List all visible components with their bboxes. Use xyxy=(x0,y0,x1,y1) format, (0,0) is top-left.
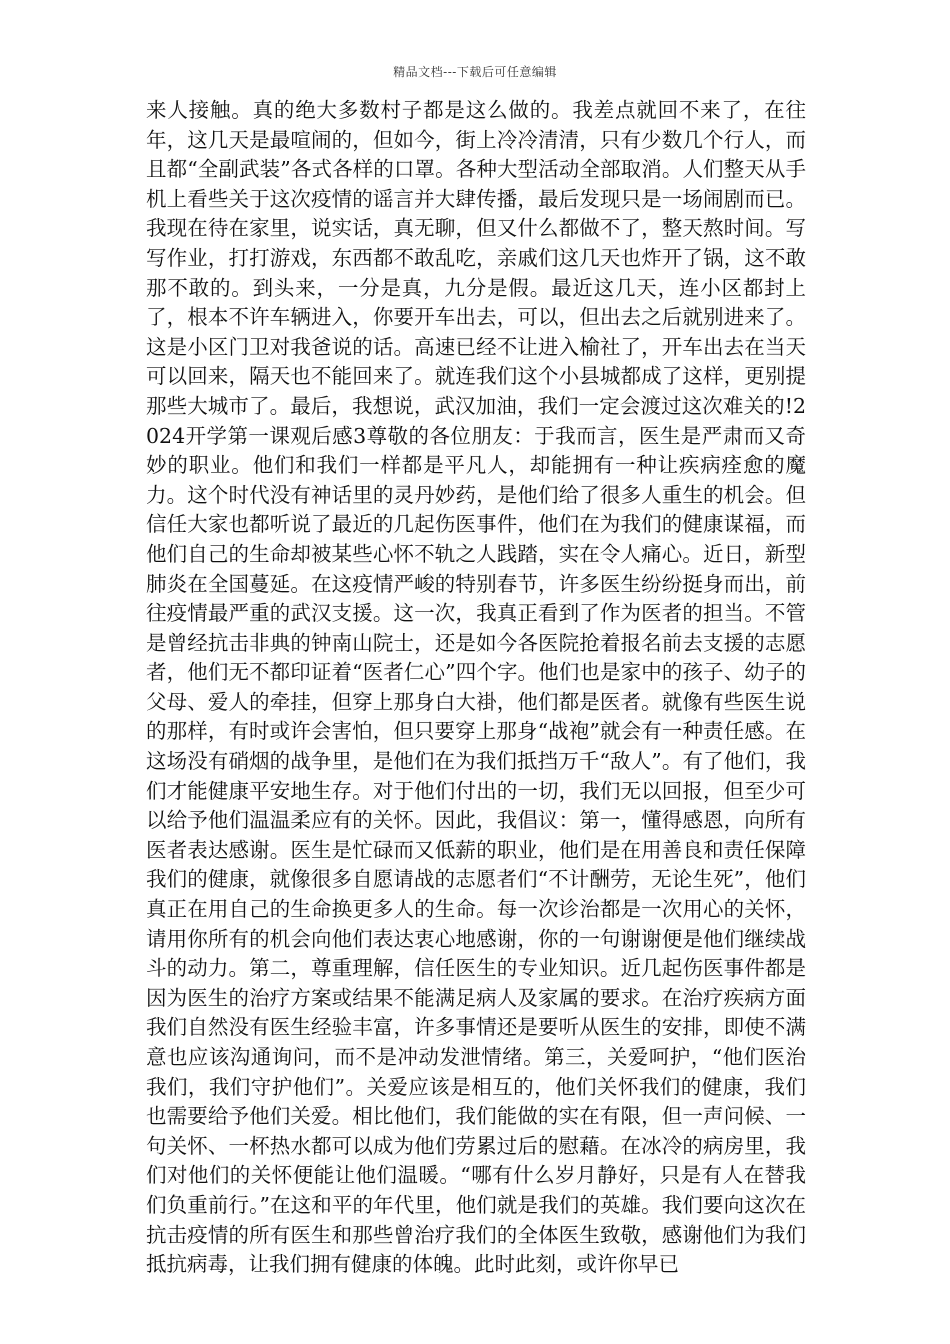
page-header: 精品文档---下载后可任意编辑 xyxy=(393,65,557,79)
body-paragraph: 来人接触。真的绝大多数村子都是这么做的。我差点就回不来了，在往年，这几天是最喧闹的，但如今，街上冷冷清清，只有少数几个行人，而且都“全副武装”各式各样的口罩。各种大型活动全部取消。人们整天从手机上看些关于这次疫情的谣言并大肆传播，最后发现只是一场闹剧而已。我现在待在家里，说实话，真无聊，但又什么都做不了，整天熬时间。写写作业，打打游戏，东西都不敢乱吃，亲戚们这几天也炸开了锅，这不敢那不敢的。到头来，一分是真，九分是假。最近这几天，连小区都封上了，根本不许车辆进入，你要开车出去，可以，但出去之后就别进来了。这是小区门卫对我爸说的话。高速已经不让进入榆社了，开车出去在当天可以回来，隔天也不能回来了。就连我们这个小县城都成了这样，更别提那些大城市了。最后，我想说，武汉加油，我们一定会渡过这次难关的!2024开学第一课观后感3尊敬的各位朋友：于我而言，医生是严肃而又奇妙的职业。他们和我们一样都是平凡人，却能拥有一种让疾病痊愈的魔力。这个时代没有神话里的灵丹妙药，是他们给了很多人重生的机会。但信任大家也都听说了最近的几起伤医事件，他们在为我们的健康谋福，而他们自己的生命却被某些心怀不轨之人践踏，实在令人痛心。近日，新型肺炎在全国蔓延。在这疫情严峻的特别春节，许多医生纷纷挺身而出，前往疫情最严重的武汉支援。这一次，我真正看到了作为医者的担当。不管是曾经抗击非典的钟南山院士，还是如今各医院抢着报名前去支援的志愿者，他们无不都印证着“医者仁心”四个字。他们也是家中的孩子、幼子的父母、爱人的牵挂，但穿上那身白大褂，他们都是医者。就像有些医生说的那样，有时或许会害怕，但只要穿上那身“战袍”就会有一种责任感。在这场没有硝烟的战争里，是他们在为我们抵挡万千“敌人”。有了他们，我们才能健康平安地生存。对于他们付出的一切，我们无以回报，但至少可以给予他们温温柔应有的关怀。因此，我倡议：第一，懂得感恩，向所有医者表达感谢。医生是忙碌而又低薪的职业，他们是在用善良和责任保障我们的健康，就像很多自愿请战的志愿者们“不计酬劳，无论生死”，他们真正在用自己的生命换更多人的生命。每一次诊治都是一次用心的关怀，请用你所有的机会向他们表达衷心地感谢，你的一句谢谢便是他们继续战斗的动力。第二，尊重理解，信任医生的专业知识。近几起伤医事件都是因为医生的治疗方案或结果不能满足病人及家属的要求。在治疗疾病方面我们自然没有医生经验丰富，许多事情还是要听从医生的安排，即使不满意也应该沟通询问，而不是冲动发泄情绪。第三，关爱呵护，“他们医治我们，我们守护他们”。关爱应该是相互的，他们关怀我们的健康，我们也需要给予他们关爱。相比他们，我们能做的实在有限，但一声问候、一句关怀、一杯热水都可以成为他们劳累过后的慰藉。在冰冷的病房里，我们对他们的关怀便能让他们温暖。“哪有什么岁月静好，只是有人在替我们负重前行。”在这和平的年代里，他们就是我们的英雄。我们要向这次在抗击疫情的所有医生和那些曾治疗我们的全体医生致敬，感谢他们为我们抵抗病毒，让我们拥有健康的体魄。此时此刻，或许你早已 xyxy=(146,98,806,1277)
